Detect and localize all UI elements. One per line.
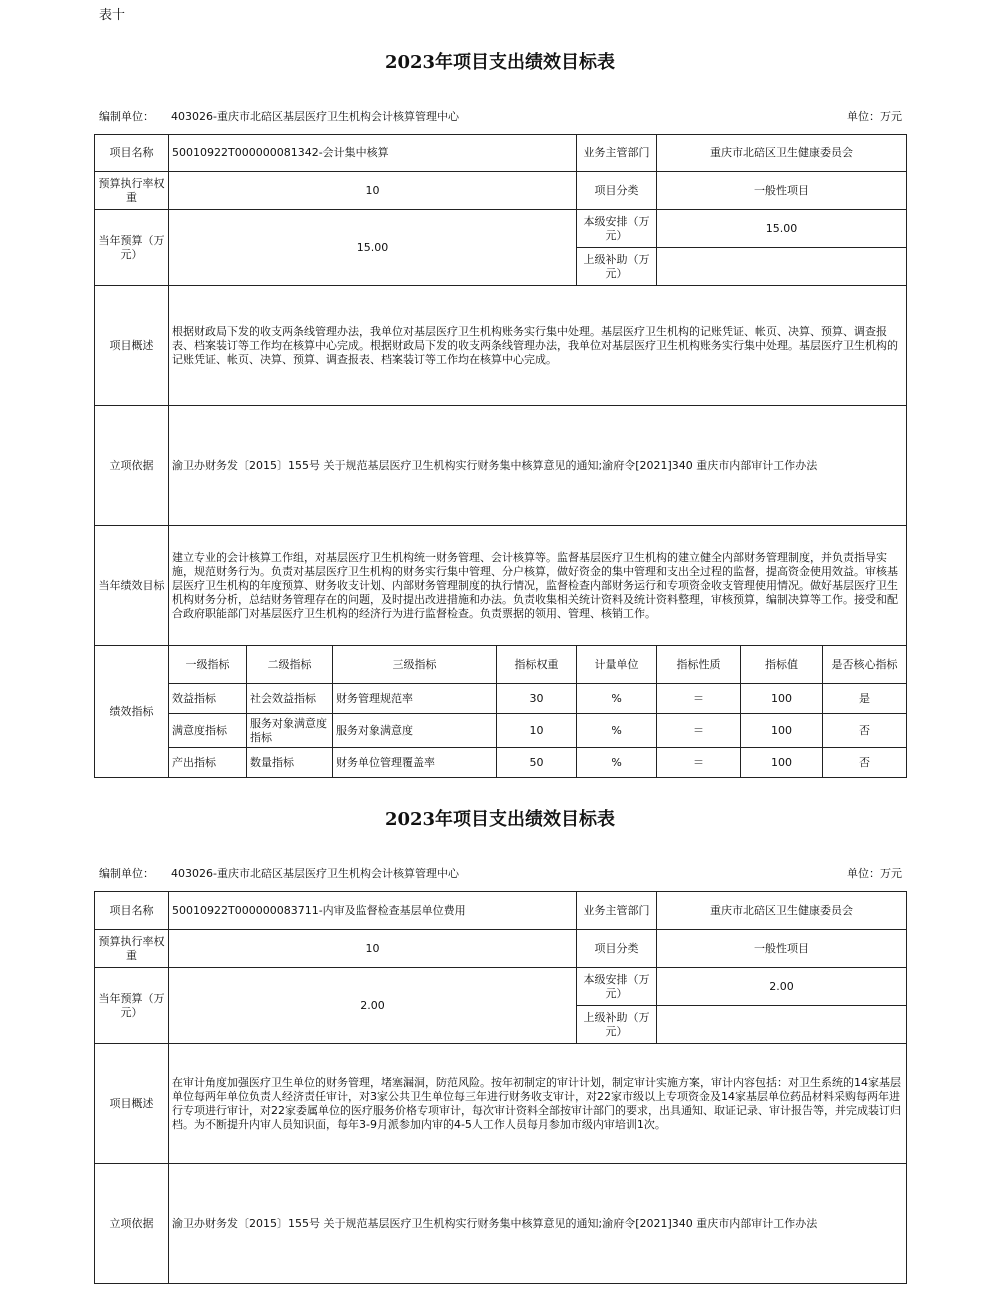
project-name-value: 50010922T000000081342-会计集中核算: [169, 135, 577, 172]
label-project-name: 项目名称: [95, 135, 169, 172]
indicator-cell: 财务管理规范率: [333, 684, 497, 714]
indicator-cell: 效益指标: [169, 684, 247, 714]
indicator-cell: 10: [497, 714, 577, 748]
indicator-header: 二级指标: [247, 646, 333, 684]
label-basis: 立项依据: [95, 406, 169, 526]
basis-text: 渝卫办财务发〔2015〕155号 关于规范基层医疗卫生机构实行财务集中核算意见的通知;渝府令[2021]340 重庆市内部审计工作办法: [169, 1164, 907, 1284]
performance-table: [94, 891, 907, 1284]
category-value: 一般性项目: [657, 930, 907, 968]
unit-label: 单位：万元: [847, 110, 902, 123]
project-name-value: 50010922T000000083711-内审及监督检查基层单位费用: [169, 892, 577, 930]
weight-value: 10: [169, 930, 577, 968]
indicator-cell: 否: [823, 748, 907, 778]
indicator-header: 指标值: [741, 646, 823, 684]
indicator-cell: 50: [497, 748, 577, 778]
table-row: [95, 748, 907, 778]
label-project-name: 项目名称: [95, 892, 169, 930]
basis-text: 渝卫办财务发〔2015〕155号 关于规范基层医疗卫生机构实行财务集中核算意见的通知;渝府令[2021]340 重庆市内部审计工作办法: [169, 406, 907, 526]
table-title: 2023年项目支出绩效目标表: [384, 809, 616, 830]
indicator-cell: %: [577, 684, 657, 714]
indicator-cell: 100: [741, 714, 823, 748]
weight-value: 10: [169, 172, 577, 210]
prepared-by: 403026-重庆市北碚区基层医疗卫生机构会计核算管理中心: [171, 867, 459, 880]
indicator-cell: 服务对象满意度指标: [247, 714, 333, 748]
indicator-header: 指标性质: [657, 646, 741, 684]
label-weight: 预算执行率权重: [95, 930, 169, 968]
label-budget: 当年预算（万元）: [95, 210, 169, 286]
label-own-funding: 本级安排（万元）: [577, 968, 657, 1006]
indicator-cell: ＝: [657, 684, 741, 714]
category-value: 一般性项目: [657, 172, 907, 210]
label-category: 项目分类: [577, 930, 657, 968]
indicator-cell: 产出指标: [169, 748, 247, 778]
budget-value: 2.00: [169, 968, 577, 1044]
department-value: 重庆市北碚区卫生健康委员会: [657, 135, 907, 172]
label-indicators: 绩效指标: [95, 646, 169, 778]
own-funding-value: 15.00: [657, 210, 907, 248]
label-subsidy: 上级补助（万元）: [577, 248, 657, 286]
subsidy-value: [657, 1006, 907, 1044]
indicator-header: 计量单位: [577, 646, 657, 684]
label-weight: 预算执行率权重: [95, 172, 169, 210]
table-title: 2023年项目支出绩效目标表: [384, 52, 616, 73]
unit-label: 单位：万元: [847, 867, 902, 880]
indicator-header: 是否核心指标: [823, 646, 907, 684]
label-goal: 当年绩效目标: [95, 526, 169, 646]
overview-text: 在审计角度加强医疗卫生单位的财务管理，堵塞漏洞，防范风险。按年初制定的审计计划，制定审计实施方案，审计内容包括：对卫生系统的14家基层单位每两年单位负责人经济责任审计，对3家公共卫生单位每三年进行财务收支审计，对22家市级以上专项资金及14家基层单位药品材料采购每两年进行专项进行审计，对22家委属单位的医疗服务价格专项审计，每次审计资料全部按审计部门的要求，出具通知、取证记录、审计报告等，并完成装订归档。为不断提升内审人员知识面，每年3-9月派参加内审的4-5人工作人员每月参加市级内审培训1次。: [169, 1044, 907, 1164]
department-value: 重庆市北碚区卫生健康委员会: [657, 892, 907, 930]
goal-text: 建立专业的会计核算工作组，对基层医疗卫生机构统一财务管理、会计核算等。监督基层医疗卫生机构的建立健全内部财务管理制度，并负责指导实施，规范财务行为。负责对基层医疗卫生机构的财务实行集中管理、分户核算，做好资金的集中管理和支出全过程的监督，提高资金使用效益。审核基层医疗卫生机构的年度预算、财务收支计划、内部财务管理制度的执行情况，监督检查内部财务运行和专项资金收支管理使用情况。做好基层医疗卫生机构财务分析，总结财务管理存在的问题，及时提出改进措施和办法。负责收集相关统计资料及统计资料整理，审核预算，编制决算等工作。接受和配合政府职能部门对基层医疗卫生机构的经济行为进行监督检查。负责票据的领用、管理、核销工作。: [169, 526, 907, 646]
table-row: [95, 714, 907, 748]
prepared-by: 403026-重庆市北碚区基层医疗卫生机构会计核算管理中心: [171, 110, 459, 123]
indicator-cell: 数量指标: [247, 748, 333, 778]
indicator-header: 三级指标: [333, 646, 497, 684]
indicator-cell: 满意度指标: [169, 714, 247, 748]
prepared-by-label: 编制单位：: [99, 867, 154, 880]
prepared-by-label: 编制单位：: [99, 110, 154, 123]
own-funding-value: 2.00: [657, 968, 907, 1006]
indicator-cell: 否: [823, 714, 907, 748]
label-department: 业务主管部门: [577, 892, 657, 930]
indicator-cell: 社会效益指标: [247, 684, 333, 714]
label-overview: 项目概述: [95, 1044, 169, 1164]
table-row: [95, 684, 907, 714]
indicator-cell: ＝: [657, 714, 741, 748]
indicator-header: 指标权重: [497, 646, 577, 684]
indicator-cell: %: [577, 714, 657, 748]
indicator-cell: 100: [741, 748, 823, 778]
label-category: 项目分类: [577, 172, 657, 210]
subsidy-value: [657, 248, 907, 286]
label-basis: 立项依据: [95, 1164, 169, 1284]
label-own-funding: 本级安排（万元）: [577, 210, 657, 248]
label-budget: 当年预算（万元）: [95, 968, 169, 1044]
indicator-cell: 100: [741, 684, 823, 714]
label-subsidy: 上级补助（万元）: [577, 1006, 657, 1044]
performance-table: [94, 134, 907, 778]
label-overview: 项目概述: [95, 286, 169, 406]
label-department: 业务主管部门: [577, 135, 657, 172]
indicator-cell: 是: [823, 684, 907, 714]
budget-value: 15.00: [169, 210, 577, 286]
sheet-tag: 表十: [99, 8, 126, 23]
indicator-cell: ＝: [657, 748, 741, 778]
indicator-cell: 服务对象满意度: [333, 714, 497, 748]
indicator-cell: %: [577, 748, 657, 778]
indicator-header: 一级指标: [169, 646, 247, 684]
indicator-cell: 财务单位管理覆盖率: [333, 748, 497, 778]
overview-text: 根据财政局下发的收支两条线管理办法，我单位对基层医疗卫生机构账务实行集中处理。基层医疗卫生机构的记账凭证、帐页、决算、预算、调查报表、档案装订等工作均在核算中心完成。根据财政局下发的收支两条线管理办法，我单位对基层医疗卫生机构账务实行集中处理。基层医疗卫生机构的记账凭证、帐页、决算、预算、调查报表、档案装订等工作均在核算中心完成。: [169, 286, 907, 406]
indicator-cell: 30: [497, 684, 577, 714]
